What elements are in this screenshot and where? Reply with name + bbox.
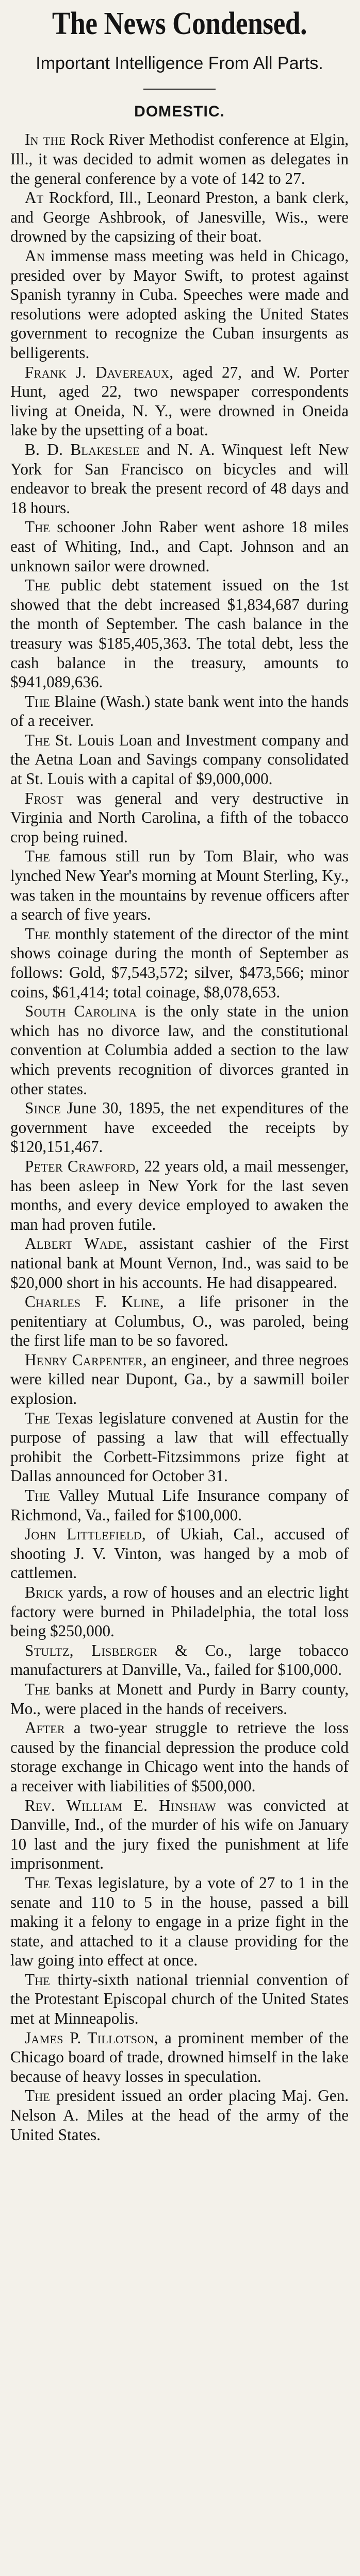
news-item-lead: Henry Carpenter, [25, 1350, 147, 1369]
news-item-lead: The [25, 1873, 51, 1892]
news-item [10, 1234, 349, 1292]
news-item-body: a life prisoner in the penitentiary at Columbus, O., was paroled, being the first life man to be so favored. [10, 1293, 349, 1350]
news-item-lead: The [25, 518, 51, 536]
news-item-lead: The [25, 731, 51, 749]
news-item-body: assistant cashier of the First national bank at Mount Vernon, Ind., was said to be $20,000 short in his accounts. He had disappeared. [10, 1234, 349, 1292]
news-item-lead: Charles F. Kline, [25, 1293, 164, 1311]
news-item [10, 130, 349, 188]
news-item-body: an engineer, and three negroes were killed near Dupont, Ga., by a sawmill boiler explosion. [10, 1350, 349, 1408]
news-item-lead: The [25, 692, 51, 710]
subheadline: Important Intelligence From All Parts. [36, 54, 323, 74]
news-item-lead: Stultz, Lisberger [25, 1641, 158, 1659]
news-item-lead: Peter Crawford, [25, 1157, 140, 1175]
news-item [10, 1292, 349, 1350]
news-item-lead: The [25, 924, 51, 943]
news-item-body: was convicted at Danville, Ind., of the murder of his wife on January 10 last and the jury fixed the punishment at life imprisonment. [10, 1796, 349, 1873]
news-item [10, 846, 349, 924]
section-heading: DOMESTIC. [134, 103, 225, 121]
news-item-lead: The [25, 847, 51, 866]
news-item-lead: Albert Wade, [25, 1234, 128, 1253]
news-item-body: of Ukiah, Cal., accused of shooting J. V. Vinton, was hanged by a mob of cattlemen. [10, 1525, 349, 1582]
news-item-body: immense mass meeting was held in Chicago, presided over by Mayor Swift, to protest against Spanish tyranny in Cuba. Speeches were made and resolutions were adopted asking the United States government to recognize the Cuban insurgents as belligerents. [10, 247, 349, 362]
news-item-body: was general and very destructive in Virginia and North Carolina, a fifth of the tobacco crop being ruined. [10, 789, 349, 846]
news-item-body: Rockford, Ill., Leonard Preston, a bank clerk, and George Ashbrook, of Janesville, Wis., were drowned by the capsizing of their boat. [10, 189, 349, 246]
news-item [10, 924, 349, 1002]
news-item-body: president issued an order placing Maj. Gen. Nelson A. Miles at the head of the army of the United States. [10, 2087, 349, 2144]
news-item-lead: After [25, 1719, 65, 1737]
news-item [10, 1583, 349, 1641]
news-item-body: 22 years old, a mail messenger, has been asleep in New York for the last seven months, and every device employed to awaken the man had proven futile. [10, 1157, 349, 1233]
news-item-list [10, 130, 349, 2144]
news-item [10, 1524, 349, 1583]
news-item [10, 1098, 349, 1157]
news-item-body: Texas legislature convened at Austin for the purpose of passing a law that will effectually prohibit the Corbett-Fitzsimmons prize fight at Dallas announced for October 31. [10, 1409, 349, 1485]
news-item-lead: At [25, 189, 44, 207]
divider [143, 89, 216, 90]
news-item [10, 1680, 349, 1718]
news-item-body: schooner John Raber went ashore 18 miles east of Whiting, Ind., and Capt. Johnson and an unknown sailor were drowned. [10, 518, 349, 575]
news-item-body: a two-year struggle to retrieve the loss caused by the financial depression the produce cold storage exchange in Chicago went into the hands of a receiver with liabilities of $500,000. [10, 1719, 349, 1795]
news-item [10, 2028, 349, 2087]
news-item-lead: Frost [25, 789, 64, 807]
news-item-body: and N. A. Winquest left New York for San Francisco on bicycles and will endeavor to break the present record of 48 days and 18 hours. [10, 440, 349, 517]
news-item-lead: John Littlefield, [25, 1525, 146, 1544]
news-item-body: June 30, 1895, the net expenditures of the government have exceeded the receipts by $120,151,467. [10, 1099, 349, 1156]
news-item [10, 2086, 349, 2144]
news-item-body: a prominent member of the Chicago board of trade, drowned himself in the lake because of heavy losses in speculation. [10, 2028, 349, 2086]
news-item-lead: The [25, 1680, 51, 1698]
news-item [10, 246, 349, 363]
news-item-body: thirty-sixth national triennial convention of the Protestant Episcopal church of the United States met at Minneapolis. [10, 1970, 349, 2028]
news-item-lead: Frank J. Davereaux, [25, 363, 174, 381]
news-item [10, 692, 349, 731]
news-item [10, 1718, 349, 1795]
news-item-lead: The [25, 2087, 51, 2105]
news-item-lead: South Carolina [25, 1002, 137, 1021]
news-item [10, 1796, 349, 1873]
news-item-lead: An [25, 247, 45, 265]
news-item [10, 1157, 349, 1234]
news-item-lead: In the [25, 130, 66, 149]
news-item-lead: B. D. Blakeslee [25, 440, 140, 459]
news-item-lead: Brick [25, 1583, 63, 1602]
news-item [10, 1350, 349, 1409]
news-item [10, 1873, 349, 1970]
news-item [10, 1409, 349, 1486]
news-item-body: aged 27, and W. Porter Hunt, aged 22, two newspaper correspondents living at Oneida, N. Y., were drowned in Oneida lake by the upsetting of a boat. [10, 363, 349, 439]
news-item-lead: The [25, 1409, 51, 1427]
news-item-body: monthly statement of the director of the mint shows coinage during the month of September as follows: Gold, $7,543,572; silver, $473,566; minor coins, $61,414; total coinage, $8,078,653. [10, 924, 349, 1001]
news-item [10, 1486, 349, 1524]
news-item [10, 440, 349, 517]
news-item-body: famous still run by Tom Blair, who was lynched New Year's morning at Mount Sterling, Ky., was taken in the mountains by revenue officers after a search of five years. [10, 847, 349, 924]
news-item [10, 188, 349, 246]
news-item [10, 1970, 349, 2028]
news-item-body: Blaine (Wash.) state bank went into the hands of a receiver. [10, 692, 349, 730]
news-item [10, 363, 349, 440]
news-item-lead: The [25, 576, 51, 595]
news-item-lead: Since [25, 1099, 61, 1117]
news-item-lead: James P. Tillotson, [25, 2028, 158, 2047]
news-item [10, 517, 349, 575]
page-title: The News Condensed. [52, 6, 307, 41]
news-item [10, 731, 349, 789]
news-item-body: Valley Mutual Life Insurance company of Richmond, Va., failed for $100,000. [10, 1486, 349, 1524]
news-item [10, 1641, 349, 1680]
news-item-body: public debt statement issued on the 1st showed that the debt increased $1,834,687 during the month of September. The cash balance in the treasury was $185,405,363. The total debt, less the cash balance in the treasury, amounts to $941,089,636. [10, 576, 349, 691]
news-item-body: banks at Monett and Purdy in Barry county, Mo., were placed in the hands of receivers. [10, 1680, 349, 1718]
news-item-body: is the only state in the union which has no divorce law, and the constitutional convention at Columbia added a section to the law which prevents recognition of divorces granted in other states. [10, 1002, 349, 1098]
news-item [10, 1002, 349, 1098]
news-item-body: Rock River Methodist conference at Elgin, Ill., it was decided to admit women as delegates in the general conference by a vote of 142 to 27. [10, 130, 349, 188]
news-item-body: & Co., large tobacco manufacturers at Danville, Va., failed for $100,000. [10, 1641, 349, 1679]
news-item-body: yards, a row of houses and an electric light factory were burned in Philadelphia, the total loss being $250,000. [10, 1583, 349, 1640]
news-item-lead: The [25, 1486, 51, 1505]
news-item [10, 575, 349, 692]
news-item-body: St. Louis Loan and Investment company and the Aetna Loan and Savings company consolidated at St. Louis with a capital of $9,000,000. [10, 731, 349, 788]
news-item-body: Texas legislature, by a vote of 27 to 1 in the senate and 110 to 5 in the house, passed a bill making it a felony to engage in a prize fight in the state, and attached to it a clause providing for the law going into effect at once. [10, 1873, 349, 1970]
news-item-lead: Rev. William E. Hinshaw [25, 1796, 217, 1815]
news-item-lead: The [25, 1970, 51, 1989]
news-item [10, 789, 349, 847]
